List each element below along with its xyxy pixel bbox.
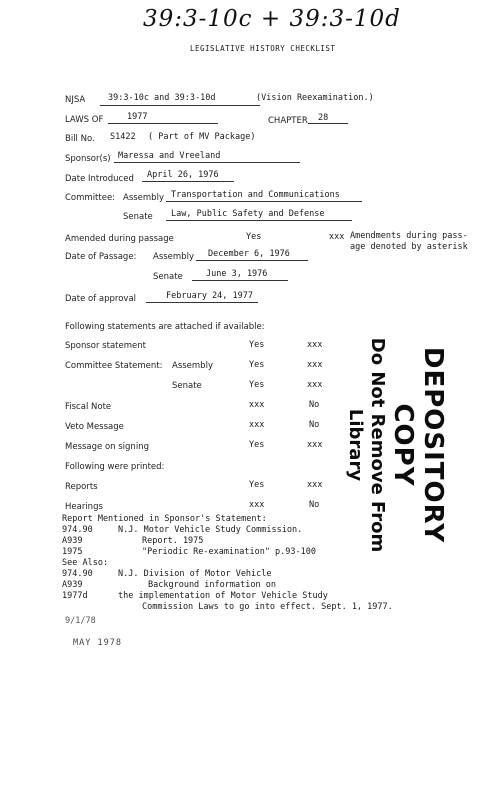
handwritten-title: 39:3-10c + 39:3-10d: [143, 6, 401, 32]
sponsors-label: Sponsor(s): [65, 154, 111, 164]
stmt-yes: Yes: [249, 440, 265, 450]
date-introduced-label: Date Introduced: [65, 174, 134, 184]
passage-label: Date of Passage:: [65, 252, 137, 262]
stmt-no: xxx: [307, 380, 323, 390]
see-text: the implementation of Motor Vehicle Study: [118, 591, 328, 601]
stmt-no: No: [309, 420, 320, 430]
report-heading: Report Mentioned in Sponsor's Statement:: [62, 514, 267, 524]
amended-note-2: age denoted by asterisk: [350, 242, 468, 252]
see-code: 974.90: [62, 569, 93, 579]
page-title: LEGISLATIVE HISTORY CHECKLIST: [190, 44, 336, 53]
amended-label: Amended during passage: [65, 234, 174, 244]
chapter-label: CHAPTER: [268, 116, 308, 126]
sponsors-value: Maressa and Vreeland: [118, 151, 221, 161]
see-also: See Also:: [62, 558, 109, 568]
date-introduced-value: April 26, 1976: [147, 170, 219, 180]
printed-label: Hearings: [65, 502, 103, 512]
stamp-line-1: DEPOSITORY COPY: [388, 346, 448, 544]
bill-label: Bill No.: [65, 134, 95, 144]
bill-value: S1422: [110, 132, 136, 142]
passage-assembly-value: December 6, 1976: [208, 249, 290, 259]
statements-heading: Following statements are attached if available:: [65, 322, 265, 332]
date-stamp: 9/1/78: [65, 616, 96, 626]
report-code: A939: [62, 536, 83, 546]
committee-assembly-label: Assembly: [123, 193, 164, 203]
see-text: N.J. Division of Motor Vehicle: [118, 569, 272, 579]
committee-senate-value: Law, Public Safety and Defense: [171, 209, 325, 219]
committee-label: Committee:: [65, 193, 116, 203]
approval-label: Date of approval: [65, 294, 137, 304]
amended-no: xxx: [329, 232, 345, 242]
njsa-note: (Vision Reexamination.): [256, 93, 374, 103]
stmt-label: Sponsor statement: [65, 341, 146, 351]
printed-yes: Yes: [249, 480, 265, 490]
stmt-sub: Assembly: [172, 361, 213, 371]
stmt-no: No: [309, 400, 320, 410]
chapter-value: 28: [318, 113, 329, 123]
stmt-no: xxx: [307, 340, 323, 350]
njsa-value: 39:3-10c and 39:3-10d: [108, 93, 216, 103]
njsa-label: NJSA: [65, 95, 86, 105]
report-text: Report. 1975: [142, 536, 204, 546]
stmt-yes: xxx: [249, 400, 265, 410]
stmt-sub: Senate: [172, 381, 202, 391]
amended-yes: Yes: [246, 232, 262, 242]
passage-assembly-label: Assembly: [153, 252, 194, 262]
depository-stamp: [336, 330, 456, 560]
stamp-line-2: Do Not Remove From Library: [345, 337, 388, 553]
amended-note-1: Amendments during pass-: [350, 231, 468, 241]
stmt-yes: Yes: [249, 340, 265, 350]
stmt-no: xxx: [307, 440, 323, 450]
see-code: 1977d: [62, 591, 88, 601]
printed-heading: Following were printed:: [65, 462, 165, 472]
committee-assembly-value: Transportation and Communications: [171, 190, 340, 200]
stmt-yes: xxx: [249, 420, 265, 430]
report-code: 1975: [62, 547, 83, 557]
passage-senate-label: Senate: [153, 272, 183, 282]
report-text: "Periodic Re-examination" p.93-100: [142, 547, 316, 557]
see-text: Background information on: [148, 580, 276, 590]
stmt-yes: Yes: [249, 360, 265, 370]
approval-value: February 24, 1977: [166, 291, 253, 301]
laws-of-label: LAWS OF: [65, 115, 104, 125]
stmt-label: Message on signing: [65, 442, 149, 452]
stmt-label: Fiscal Note: [65, 402, 112, 412]
stmt-yes: Yes: [249, 380, 265, 390]
see-code: A939: [62, 580, 83, 590]
stmt-no: xxx: [307, 360, 323, 370]
printed-no: No: [309, 500, 320, 510]
committee-senate-label: Senate: [123, 212, 153, 222]
laws-of-value: 1977: [127, 112, 148, 122]
printed-no: xxx: [307, 480, 323, 490]
report-code: 974.90: [62, 525, 93, 535]
stmt-label: Committee Statement:: [65, 361, 163, 371]
printed-label: Reports: [65, 482, 98, 492]
see-text: Commission Laws to go into effect. Sept. 1, 1977.: [142, 602, 393, 612]
bill-note: ( Part of MV Package): [148, 132, 256, 142]
bottom-stamp: MAY 1978: [73, 638, 122, 648]
printed-yes: xxx: [249, 500, 265, 510]
passage-senate-value: June 3, 1976: [206, 269, 268, 279]
report-text: N.J. Motor Vehicle Study Commission.: [118, 525, 303, 535]
stmt-label: Veto Message: [65, 422, 124, 432]
